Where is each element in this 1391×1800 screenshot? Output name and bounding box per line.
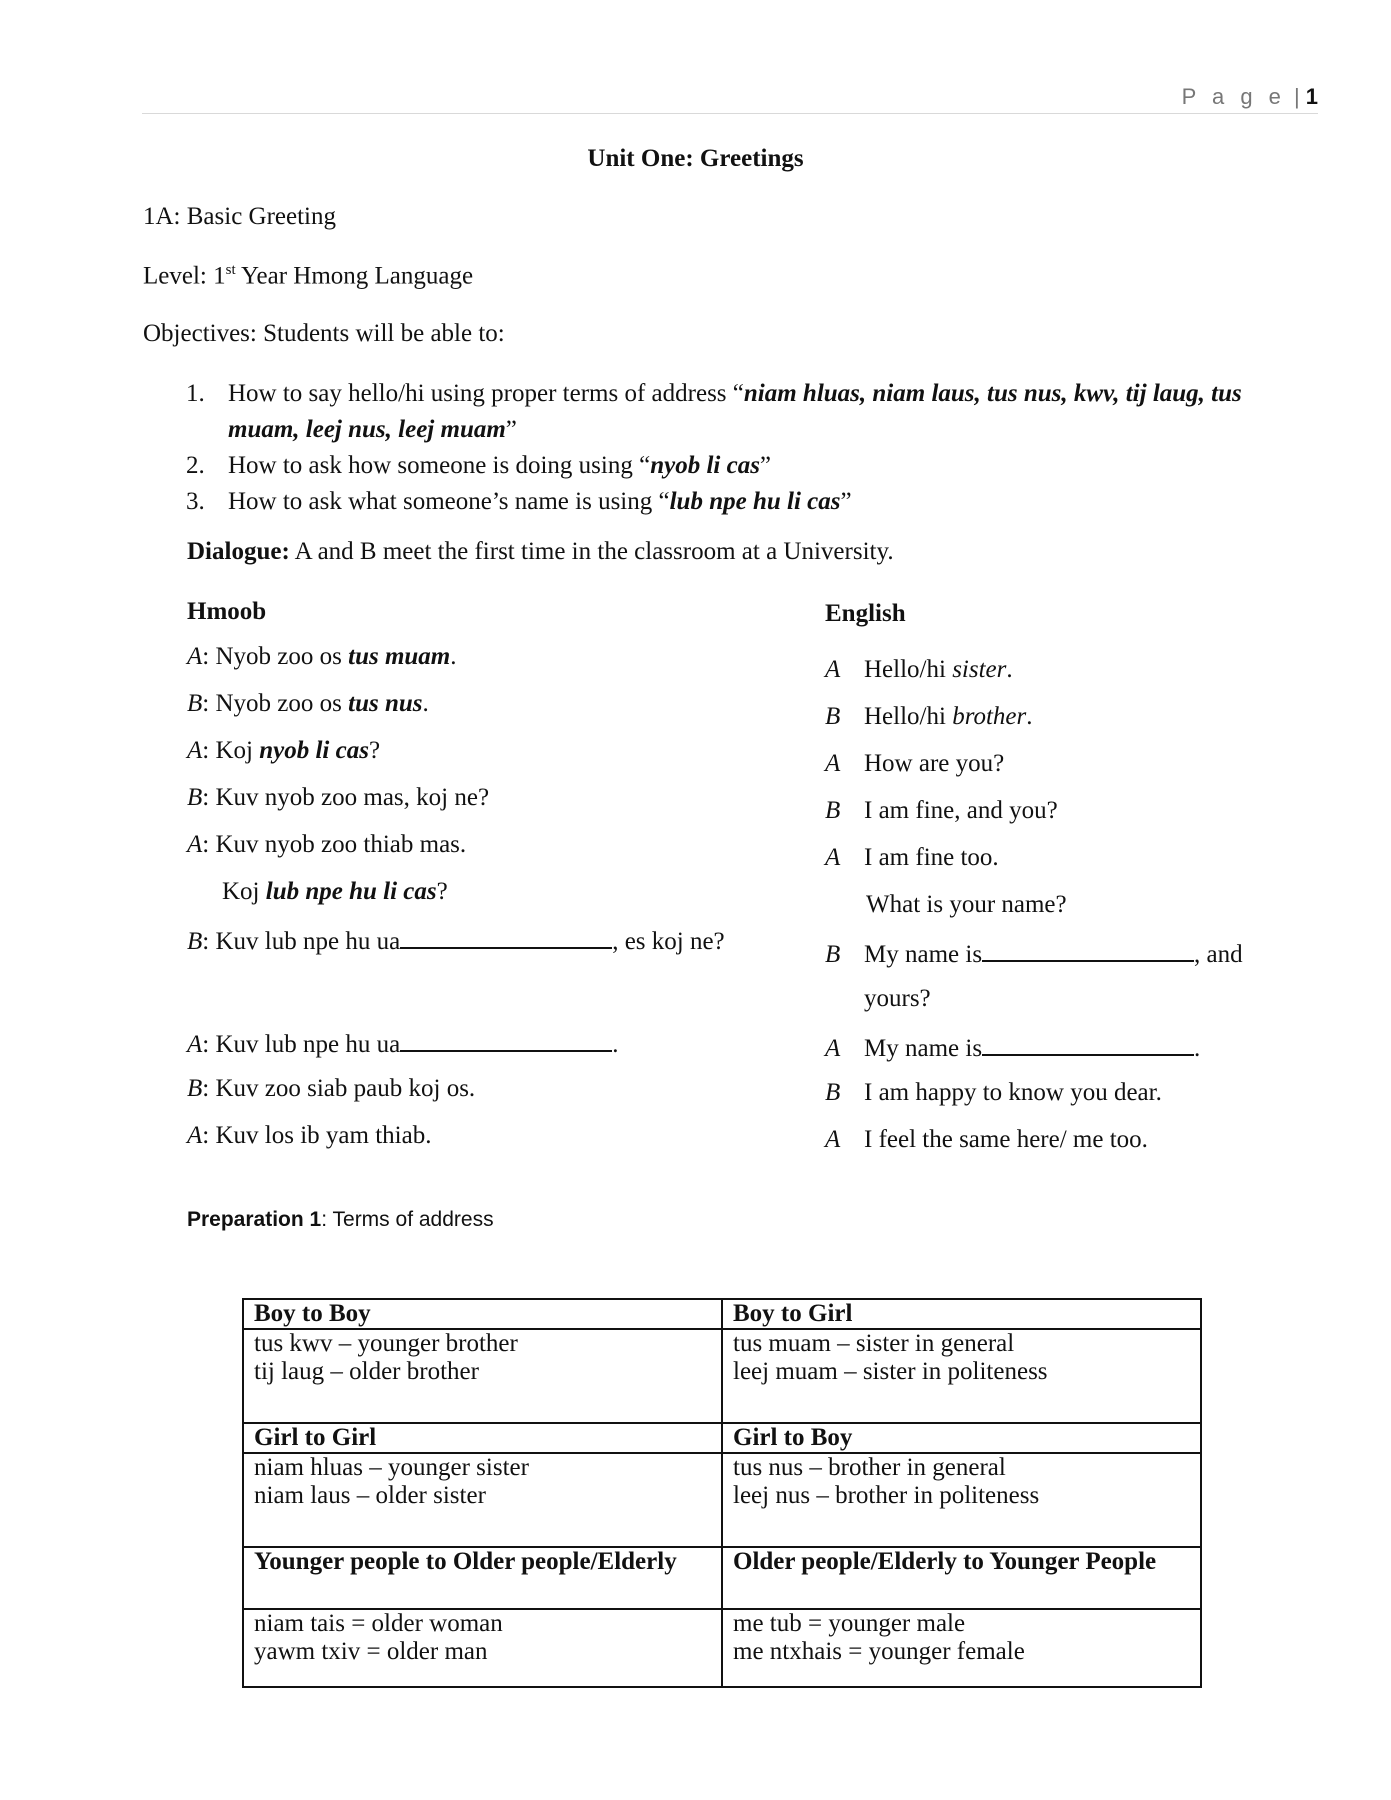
objectives-list xyxy=(186,376,1316,520)
english-line: B I am fine, and you? xyxy=(825,797,1058,824)
level-suffix: Year Hmong Language xyxy=(235,262,474,290)
table-cell: me tub = younger male me ntxhais = younger female xyxy=(722,1609,1201,1687)
table-cell: niam tais = older woman yawm txiv = older man xyxy=(243,1609,722,1687)
answer-blank[interactable] xyxy=(400,925,612,949)
hmoob-line: B: Kuv nyob zoo mas, koj ne? xyxy=(187,784,490,811)
table-heading-cell: Girl to Girl xyxy=(243,1423,722,1453)
table-heading-cell: Boy to Girl xyxy=(722,1299,1201,1329)
page-header xyxy=(1000,84,1318,110)
english-line: A Hello/hi sister. xyxy=(825,656,1013,683)
page-label: P a g e xyxy=(1181,84,1286,109)
answer-blank[interactable] xyxy=(400,1028,612,1052)
english-line: A I feel the same here/ me too. xyxy=(825,1126,1148,1153)
table-heading-cell: Younger people to Older people/Elderly xyxy=(243,1547,722,1609)
hmoob-line: A: Kuv lub npe hu ua . xyxy=(187,1028,618,1059)
hmoob-line: B: Kuv zoo siab paub koj os. xyxy=(187,1075,476,1102)
english-line: B Hello/hi brother. xyxy=(825,703,1033,730)
header-divider xyxy=(142,113,1318,114)
table-cell: tus kwv – younger brother tij laug – older brother xyxy=(243,1329,722,1423)
dialogue-intro xyxy=(187,538,894,566)
table-row xyxy=(243,1329,1201,1423)
table-row xyxy=(243,1609,1201,1687)
table-cell: tus nus – brother in general leej nus – brother in politeness xyxy=(722,1453,1201,1547)
level-superscript: st xyxy=(225,262,236,278)
table-row xyxy=(243,1423,1201,1453)
table-heading-cell: Girl to Boy xyxy=(722,1423,1201,1453)
page-separator: | xyxy=(1294,84,1300,109)
english-line: What is your name? xyxy=(866,891,1067,918)
dialogue-text: A and B meet the first time in the classroom at a University. xyxy=(289,538,894,565)
table-cell: niam hluas – younger sister niam laus – older sister xyxy=(243,1453,722,1547)
hmoob-line: A: Kuv nyob zoo thiab mas. xyxy=(187,831,467,858)
level-prefix: Level: 1 xyxy=(143,262,226,290)
english-line: A I am fine too. xyxy=(825,844,999,871)
hmoob-line: A: Nyob zoo os tus muam. xyxy=(187,643,457,670)
preparation-label: Preparation 1: Terms of address xyxy=(187,1208,494,1231)
answer-blank[interactable] xyxy=(982,938,1194,962)
page-number: 1 xyxy=(1305,84,1318,109)
hmoob-line: Koj lub npe hu li cas? xyxy=(222,878,448,905)
english-line: A My name is . xyxy=(825,1032,1200,1063)
terms-of-address-table xyxy=(242,1298,1202,1688)
objective-item: 2. How to ask how someone is doing using “nyob li cas” xyxy=(186,452,772,479)
objective-term: niam hluas, niam laus, tus nus, kwv, tij laug, tus muam, leej nus, leej muam xyxy=(228,380,1242,443)
objective-term: nyob li cas xyxy=(650,452,760,479)
hmoob-line: B: Kuv lub npe hu ua , es koj ne? xyxy=(187,925,725,956)
table-heading-cell: Boy to Boy xyxy=(243,1299,722,1329)
table-row xyxy=(243,1547,1201,1609)
level-line xyxy=(143,262,473,290)
english-line: yours? xyxy=(864,985,931,1012)
table-cell: tus muam – sister in general leej muam – sister in politeness xyxy=(722,1329,1201,1423)
hmoob-line: A: Kuv los ib yam thiab. xyxy=(187,1122,432,1149)
hmoob-line: A: Koj nyob li cas? xyxy=(187,737,381,764)
table-heading-cell: Older people/Elderly to Younger People xyxy=(722,1547,1201,1609)
english-line: B I am happy to know you dear. xyxy=(825,1079,1162,1106)
table-row xyxy=(243,1299,1201,1329)
english-line: B My name is , and xyxy=(825,938,1243,969)
objective-term: lub npe hu li cas xyxy=(669,488,841,515)
english-line: A How are you? xyxy=(825,750,1005,777)
answer-blank[interactable] xyxy=(982,1032,1194,1056)
hmoob-heading: Hmoob xyxy=(187,598,267,625)
objectives-intro: Objectives: Students will be able to: xyxy=(143,320,505,347)
lesson-label: 1A: Basic Greeting xyxy=(143,203,337,230)
objective-item: 3. How to ask what someone’s name is using “lub npe hu li cas” xyxy=(186,488,852,515)
page-title: Unit One: Greetings xyxy=(587,145,804,172)
objective-item: 1. How to say hello/hi using proper terms of address “niam hluas, niam laus, tus nus, kwv, tij laug, tus muam, leej nus, leej muam” xyxy=(186,380,1242,443)
table-row xyxy=(243,1453,1201,1547)
dialogue-label: Dialogue: xyxy=(187,538,290,565)
english-heading: English xyxy=(825,600,906,627)
hmoob-line: B: Nyob zoo os tus nus. xyxy=(187,690,429,717)
